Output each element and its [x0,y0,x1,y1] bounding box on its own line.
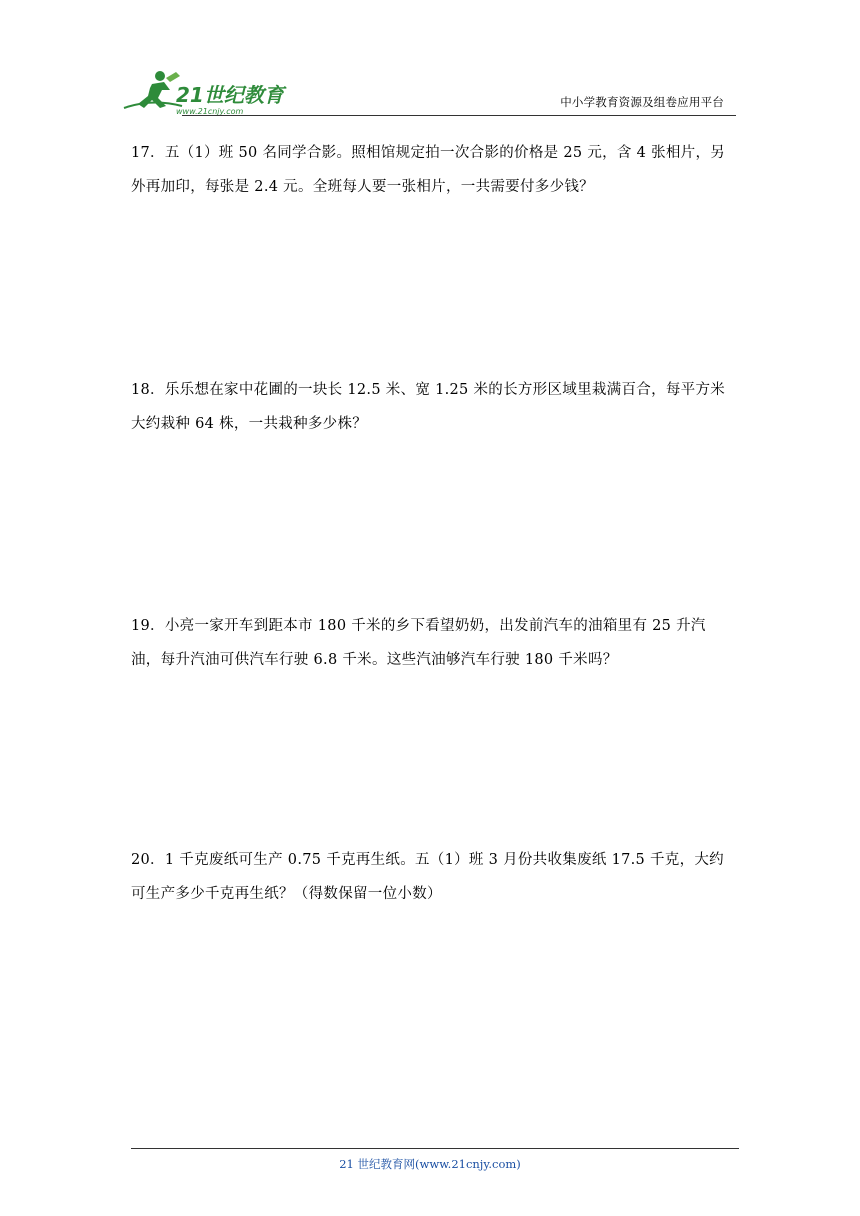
question-number: 19． [131,618,165,634]
footer-link[interactable]: 21 世纪教育网(www.21cnjy.com) [339,1157,521,1171]
question-text: 小亮一家开车到距本市 180 千米的乡下看望奶奶，出发前汽车的油箱里有 25 升汽油，每升汽油可供汽车行驶 6.8 千米。这些汽油够汽车行驶 180 千米吗？ [131,618,706,668]
header-divider [182,115,736,116]
question-17 [131,136,735,204]
question-number: 18． [131,382,165,398]
question-number: 17． [131,145,165,161]
logo-url: www.21cnjy.com [176,107,244,116]
logo [122,68,292,116]
runner-logo-icon [122,68,292,116]
question-text: 五（1）班 50 名同学合影。照相馆规定拍一次合影的价格是 25 元，含 4 张相片，另外再加印，每张是 2.4 元。全班每人要一张相片，一共需要付多少钱？ [131,145,726,195]
footer-divider [131,1148,739,1149]
question-20 [131,843,735,911]
logo-text: 21世纪教育 [176,83,284,107]
question-18 [131,373,735,441]
question-19 [131,609,735,677]
question-text: 乐乐想在家中花圃的一块长 12.5 米、宽 1.25 米的长方形区域里栽满百合，每平方米大约栽种 64 株，一共栽种多少株？ [131,382,726,432]
page-header [122,60,736,120]
question-text: 1 千克废纸可生产 0.75 千克再生纸。五（1）班 3 月份共收集废纸 17.5 千克，大约可生产多少千克再生纸？（得数保留一位小数） [131,852,724,902]
platform-title: 中小学教育资源及组卷应用平台 [560,95,724,109]
question-number: 20． [131,852,165,868]
